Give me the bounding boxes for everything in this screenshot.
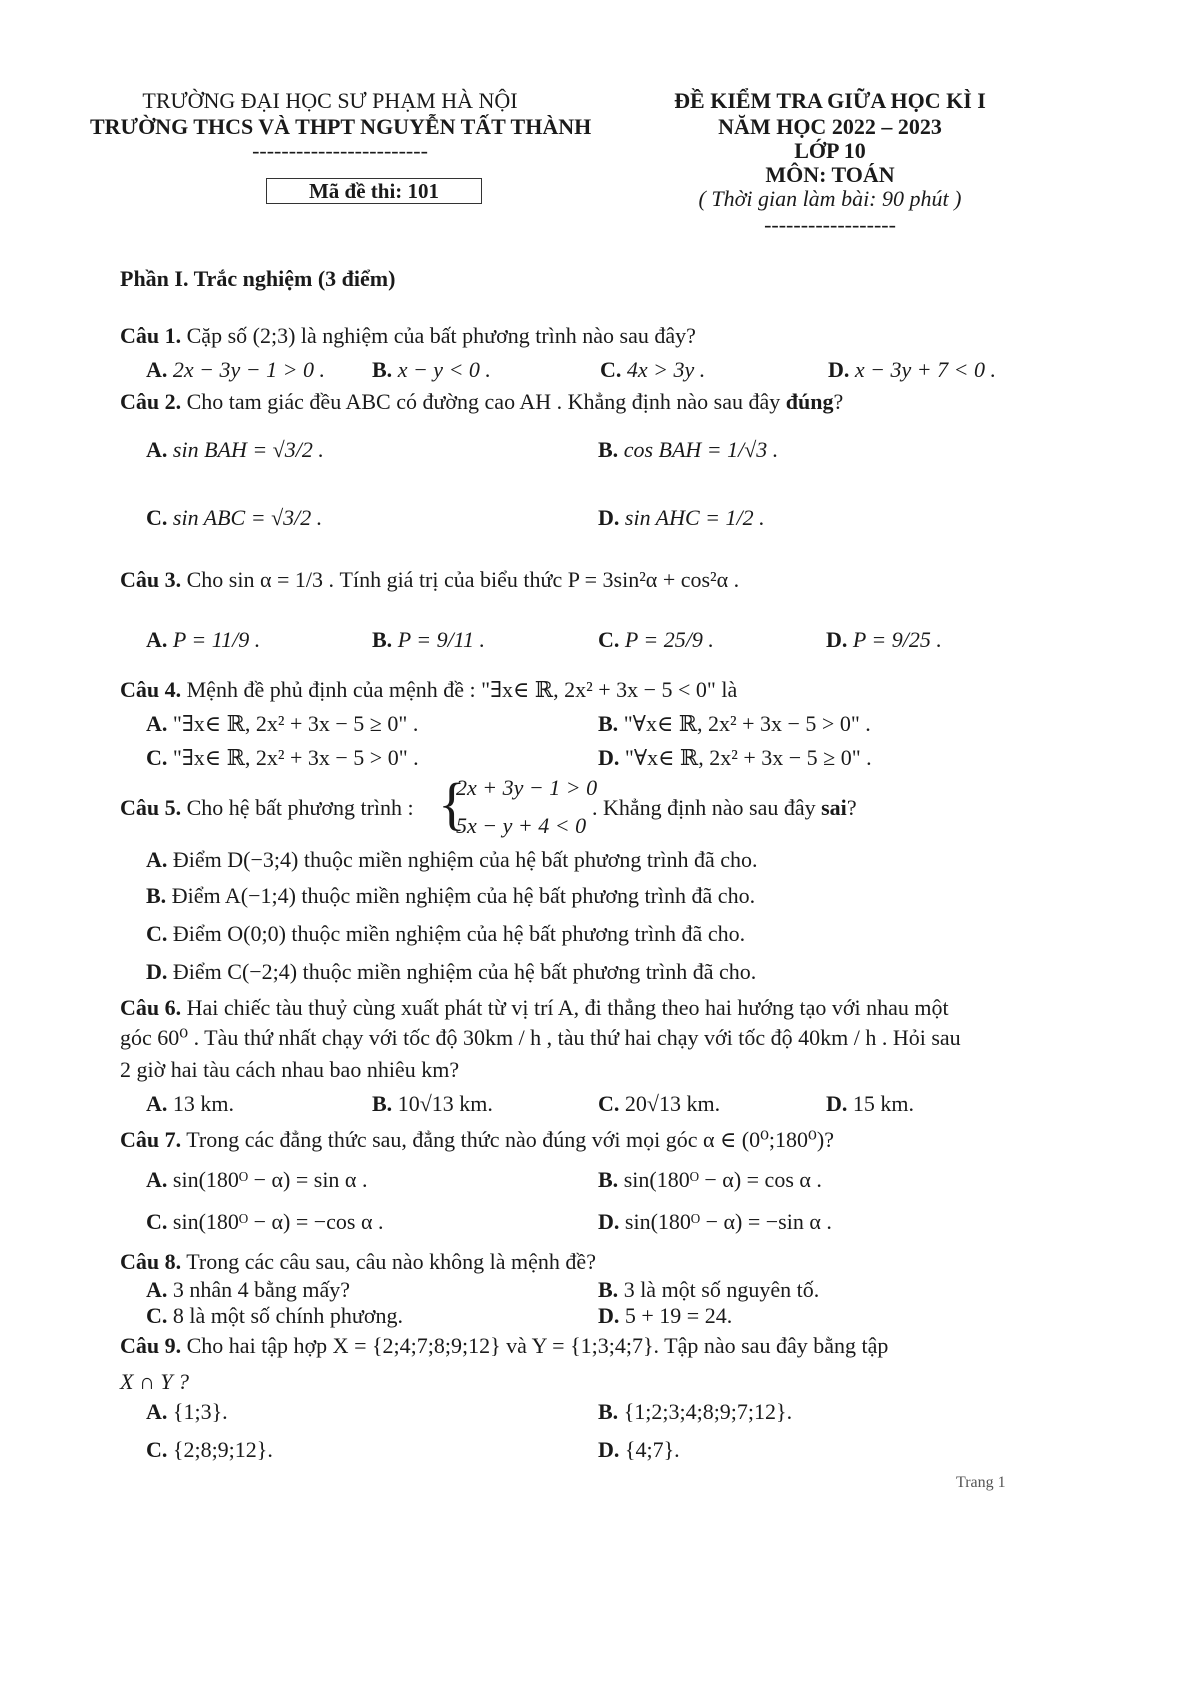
question-9	[120, 1332, 888, 1360]
q5-system-eq1: 2x + 3y − 1 > 0	[456, 775, 598, 800]
q2-option-c[interactable]: C. sin ABC = √3/2 .	[146, 505, 323, 530]
question-6	[120, 994, 949, 1022]
question-2: Câu 2. Cho tam giác đều ABC có đường cao AH . Khẳng định nào sau đây đúng?	[120, 389, 844, 414]
q6-option-d[interactable]: D. 15 km.	[826, 1091, 915, 1116]
q6-line1: Hai chiếc tàu thuỷ cùng xuất phát từ vị trí A, đi thẳng theo hai hướng tạo với nhau một	[186, 995, 949, 1020]
q8-option-c[interactable]: C. 8 là một số chính phương.	[146, 1303, 403, 1328]
question-1	[120, 322, 696, 350]
q8-text: Trong các câu sau, câu nào không là mệnh đề?	[186, 1249, 596, 1274]
subject: MÔN: TOÁN	[765, 162, 895, 187]
q6-option-c[interactable]: C. 20√13 km.	[598, 1091, 721, 1116]
q3-label: Câu 3.	[120, 567, 182, 592]
q2-text: Cho tam giác đều ABC có đường cao AH . Khẳng định nào sau đây	[186, 389, 781, 414]
q1-option-b[interactable]: B. x − y < 0 .	[372, 357, 491, 382]
q3-option-a[interactable]: A. P = 11/9 .	[146, 627, 261, 652]
q7-option-a[interactable]: A. sin(180ᴼ − α) = sin α .	[146, 1167, 368, 1192]
q1-text: Cặp số (2;3) là nghiệm của bất phương trình nào sau đây?	[186, 323, 696, 348]
q4-option-c[interactable]: C. "∃x∈ ℝ, 2x² + 3x − 5 > 0" .	[146, 745, 419, 770]
q9-option-c[interactable]: C. {2;8;9;12}.	[146, 1437, 273, 1462]
q2-option-b[interactable]: B. cos BAH = 1/√3 .	[598, 437, 779, 462]
q6-label: Câu 6.	[120, 995, 182, 1020]
q5-option-b[interactable]: B. Điểm A(−1;4) thuộc miền nghiệm của hệ bất phương trình đã cho.	[146, 883, 756, 908]
q2-emphasis: đúng	[785, 389, 834, 414]
q1-option-c[interactable]: C. 4x > 3y .	[600, 357, 706, 382]
q5-label: Câu 5.	[120, 795, 182, 820]
q4-text: Mệnh đề phủ định của mệnh đề : "∃x∈ ℝ, 2x² + 3x − 5 < 0" là	[186, 677, 738, 702]
section-title: Phần I. Trắc nghiệm (3 điểm)	[120, 266, 396, 291]
q4-option-a[interactable]: A. "∃x∈ ℝ, 2x² + 3x − 5 ≥ 0" .	[146, 711, 419, 736]
q5-system-eq2: 5x − y + 4 < 0	[456, 813, 587, 838]
q6-option-b[interactable]: B. 10√13 km.	[372, 1091, 493, 1116]
q4-option-b[interactable]: B. "∀x∈ ℝ, 2x² + 3x − 5 > 0" .	[598, 711, 871, 736]
q1-label: Câu 1.	[120, 323, 182, 348]
q5-option-c[interactable]: C. Điểm O(0;0) thuộc miền nghiệm của hệ bất phương trình đã cho.	[146, 921, 746, 946]
time-limit: ( Thời gian làm bài: 90 phút )	[698, 186, 962, 211]
right-divider: ------------------	[764, 212, 896, 237]
q9-option-d[interactable]: D. {4;7}.	[598, 1437, 680, 1462]
question-4	[120, 676, 737, 704]
q9-line1: Cho hai tập hợp X = {2;4;7;8;9;12} và Y = {1;3;4;7}. Tập nào sau đây bằng tập	[186, 1333, 889, 1358]
q1-option-d[interactable]: D. x − 3y + 7 < 0 .	[828, 357, 996, 382]
question-5	[120, 794, 414, 822]
q4-option-d[interactable]: D. "∀x∈ ℝ, 2x² + 3x − 5 ≥ 0" .	[598, 745, 872, 770]
q5-option-a[interactable]: A. Điểm D(−3;4) thuộc miền nghiệm của hệ bất phương trình đã cho.	[146, 847, 758, 872]
q8-option-a[interactable]: A. 3 nhân 4 bằng mấy?	[146, 1277, 351, 1302]
q6-line2: góc 60⁰ . Tàu thứ nhất chạy với tốc độ 30km / h , tàu thứ hai chạy với tốc độ 40km / h . Hỏi sau	[120, 1025, 961, 1050]
q9-option-b[interactable]: B. {1;2;3;4;8;9;7;12}.	[598, 1399, 793, 1424]
page-number: Trang 1	[956, 1474, 1006, 1491]
q1-option-a[interactable]: A. 2x − 3y − 1 > 0 .	[146, 357, 325, 382]
question-7	[120, 1126, 834, 1154]
q5-system-brace: {	[438, 771, 466, 836]
q2-option-a[interactable]: A. sin BAH = √3/2 .	[146, 437, 324, 462]
q9-line2: X ∩ Y ?	[120, 1369, 190, 1394]
q7-option-d[interactable]: D. sin(180ᴼ − α) = −sin α .	[598, 1209, 832, 1234]
exam-title: ĐỀ KIỂM TRA GIỮA HỌC KÌ I	[674, 88, 986, 113]
q7-option-c[interactable]: C. sin(180ᴼ − α) = −cos α .	[146, 1209, 384, 1234]
q6-option-a[interactable]: A. 13 km.	[146, 1091, 235, 1116]
school-name-sub: TRƯỜNG THCS VÀ THPT NGUYỄN TẤT THÀNH	[90, 114, 592, 139]
q5-text: Cho hệ bất phương trình :	[186, 795, 414, 820]
question-8	[120, 1248, 596, 1276]
q9-option-a[interactable]: A. {1;3}.	[146, 1399, 228, 1424]
q8-option-d[interactable]: D. 5 + 19 = 24.	[598, 1303, 733, 1328]
q2-option-d[interactable]: D. sin AHC = 1/2 .	[598, 505, 765, 530]
q3-option-b[interactable]: B. P = 9/11 .	[372, 627, 486, 652]
q5-emphasis: sai	[821, 795, 847, 820]
school-name-top: TRƯỜNG ĐẠI HỌC SƯ PHẠM HÀ NỘI	[142, 88, 518, 113]
q7-option-b[interactable]: B. sin(180ᴼ − α) = cos α .	[598, 1167, 822, 1192]
q9-label: Câu 9.	[120, 1333, 182, 1358]
school-year: NĂM HỌC 2022 – 2023	[718, 114, 942, 139]
q3-option-d[interactable]: D. P = 9/25 .	[826, 627, 942, 652]
q5-text-after: . Khẳng định nào sau đây sai?	[592, 795, 857, 820]
q8-label: Câu 8.	[120, 1249, 182, 1274]
q2-label: Câu 2.	[120, 389, 182, 414]
q6-line3: 2 giờ hai tàu cách nhau bao nhiêu km?	[120, 1057, 460, 1082]
q4-label: Câu 4.	[120, 677, 182, 702]
question-3	[120, 566, 739, 594]
q3-text: Cho sin α = 1/3 . Tính giá trị của biểu thức P = 3sin²α + cos²α .	[186, 567, 740, 592]
exam-code-box: Mã đề thi: 101	[266, 178, 482, 204]
q5-option-d[interactable]: D. Điểm C(−2;4) thuộc miền nghiệm của hệ bất phương trình đã cho.	[146, 959, 757, 984]
q8-option-b[interactable]: B. 3 là một số nguyên tố.	[598, 1277, 820, 1302]
grade: LỚP 10	[794, 138, 866, 163]
q7-text: Trong các đẳng thức sau, đẳng thức nào đúng với mọi góc α ∈ (0⁰;180⁰)?	[186, 1127, 834, 1152]
q7-label: Câu 7.	[120, 1127, 182, 1152]
q3-option-c[interactable]: C. P = 25/9 .	[598, 627, 714, 652]
left-divider: ------------------------	[252, 138, 428, 163]
